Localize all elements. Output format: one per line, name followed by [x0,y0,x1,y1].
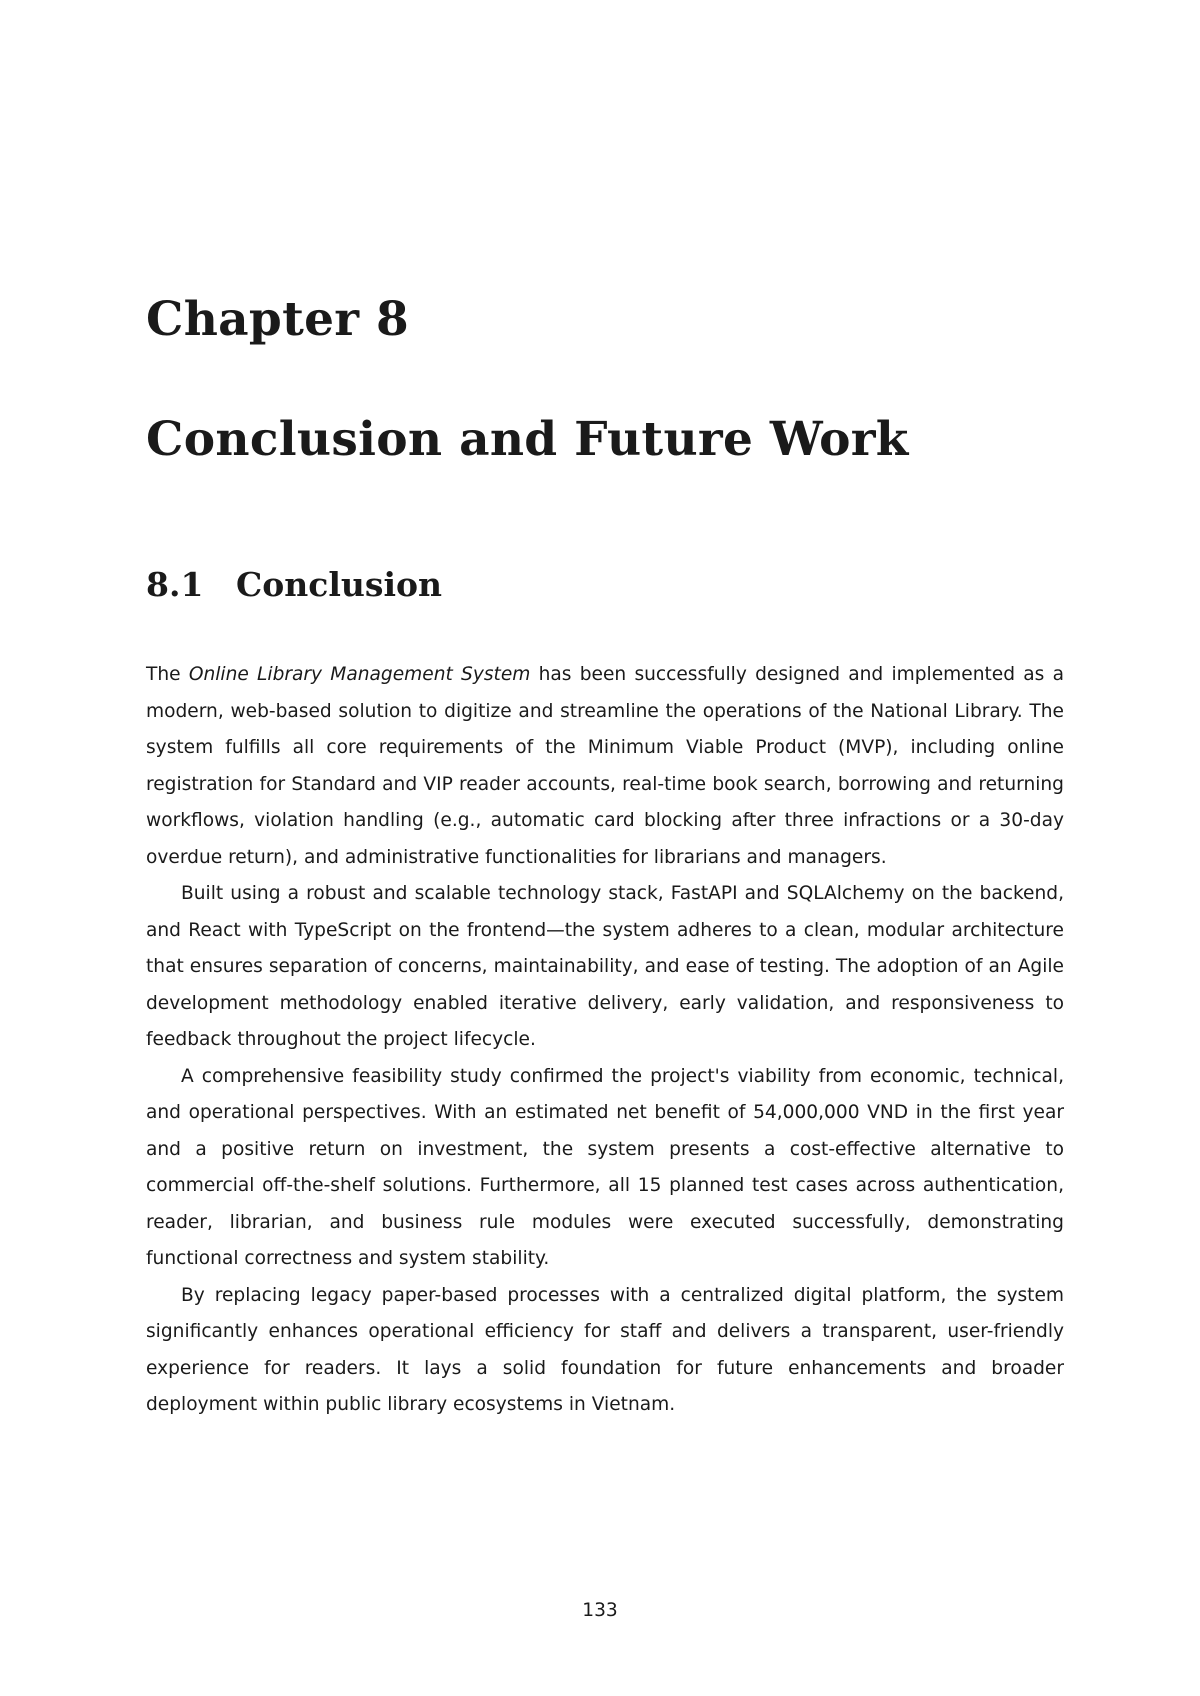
paragraph-1-rest: has been successfully designed and implemented as a modern, web-based solution to digitize and streamline the operations of the National Library. The system fulfills all core requirements of the Minimum Viable Product (MVP), including online registration for Standard and VIP reader accounts, real-time book search, borrowing and returning workflows, violation handling (e.g., automatic card blocking after three infractions or a 30-day overdue return), and administrative functionalities for librarians and managers. [146,664,1064,868]
paragraph-1 [146,657,1064,876]
section-heading [146,565,443,604]
paragraph-4: By replacing legacy paper-based processes with a centralized digital platform, the system significantly enhances operational efficiency for staff and delivers a transparent, user-friendly experience for readers. It lays a solid foundation for future enhancements and broader deployment within public library ecosystems in Vietnam. [146,1284,1064,1415]
section-title: Conclusion [236,565,443,604]
chapter-title: Conclusion and Future Work [146,412,909,467]
paragraph-3: A comprehensive feasibility study confirmed the project's viability from economic, technical, and operational perspectives. With an estimated net benefit of 54,000,000 VND in the first year and a positive return on investment, the system presents a cost-effective alternative to commercial off-the-shelf solutions. Furthermore, all 15 planned test cases across authentication, reader, librarian, and business rule modules were executed successfully, demonstrating functional correctness and system stability. [146,1065,1064,1269]
paragraph-1-lead: The [146,664,189,685]
chapter-label: Chapter 8 [146,292,410,347]
page-number: 133 [582,1600,618,1621]
body-text [146,657,1064,1424]
section-number: 8.1 [146,565,204,604]
system-name-emphasis: Online Library Management System [188,664,531,685]
paragraph-2: Built using a robust and scalable technology stack, FastAPI and SQLAlchemy on the backend, and React with TypeScript on the frontend—the system adheres to a clean, modular architecture that ensures separation of concerns, maintainability, and ease of testing. The adoption of an Agile development methodology enabled iterative delivery, early validation, and responsiveness to feedback throughout the project lifecycle. [146,883,1064,1050]
